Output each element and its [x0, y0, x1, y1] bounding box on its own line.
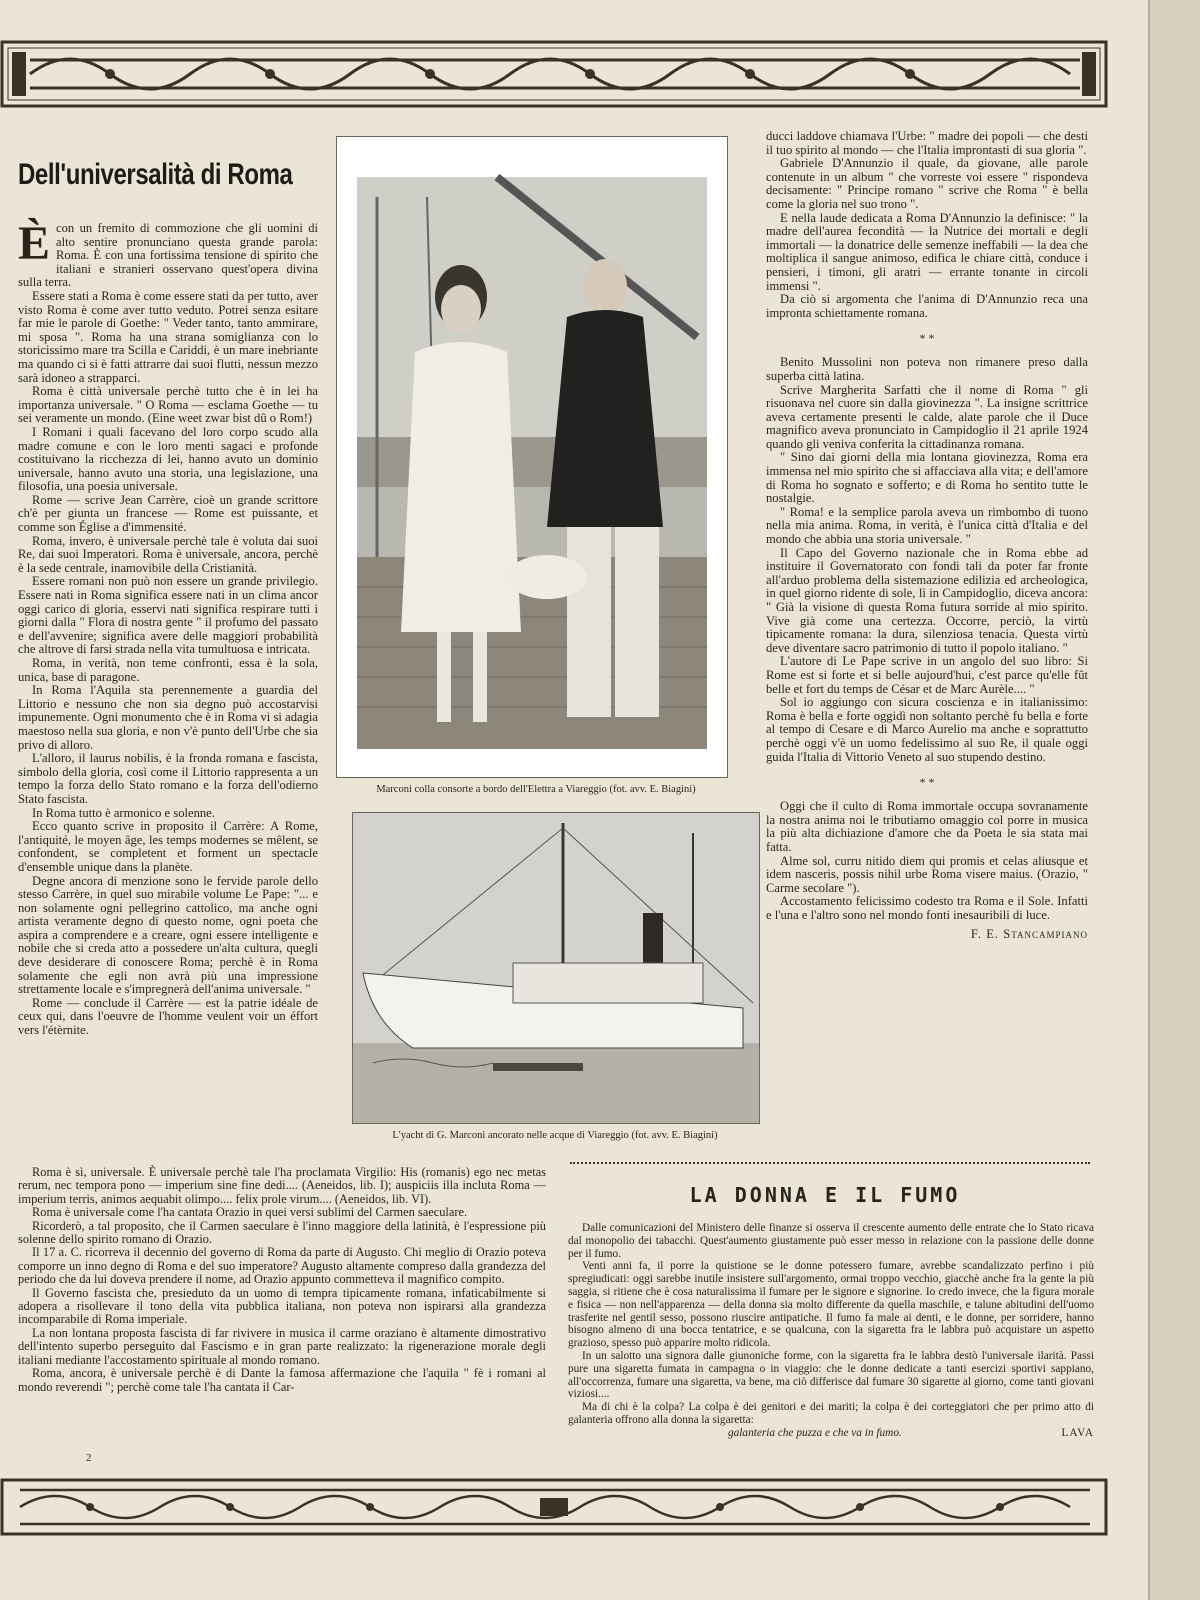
- asterism: * *: [919, 775, 935, 790]
- photo-yacht: [353, 813, 759, 1123]
- paragraph: I Romani i quali facevano del loro corpo scudo alla madre comune e con le loro menti sagaci e profonde costituivano la ricchezza di lei, hanno avuto un dominio universale, hanno avuto una storia, una legislazione, una filosofia, una poesia universale.: [18, 424, 318, 494]
- paragraph: Ecco quanto scrive in proposito il Carrère: A Rome, l'antiquité, le moyen âge, les temps modernes se mêlent, se confondent, se completent et forment un spectacle d'ensemble unique dans la planète.: [18, 819, 318, 874]
- photo-frame-marconi: [336, 136, 728, 778]
- paragraph: Venti anni fa, il porre la quistione se le donne potessero fumare, avrebbe scandalizzato perfino i più spregiudicati: oggi sarebbe inutile insistere sull'argomento, ormai troppo vecchio, giacchè anche fra la gente la più saggia, si ritiene che è cosa naturalissima il fumare per le signore e signorine. Io credo invece, che la figura morale e fisica — non nell'apparenza — della donna sia molto differente da quella maschile, e talune abitudini dell'uomo trasferite nel gentil sesso, possono riuscire antipatiche. Il fumo fa male ai denti, e le donne, per sorridere, hanno bisogno almeno di una bocca tentatrice, e se qualcuna, con la sigaretta fra le labbra può acquistare un aspetto grazioso, spesso può apparire molto ridicola.: [568, 1260, 1094, 1350]
- left-column: [18, 217, 318, 1038]
- paragraph: L'autore di Le Pape scrive in un angolo del suo libro: Si Rome est si forte et si belle aujourd'hui, c'est parce qu'elle fût belle et fort du temps de César et de Marc Aurèle.... ": [766, 654, 1088, 696]
- paragraph: Ma di chi è la colpa? La colpa è dei genitori e dei mariti; la colpa è dei corteggiatori che per primo atto di galanteria offrono alla donna la sigaretta:: [568, 1401, 1094, 1426]
- paragraph: Gabriele D'Annunzio il quale, da giovane, alle parole contenute in un album " che vorreste voi essere " rispondeva decisamente: " Principe romano " scrive che Roma " è bella come la gloria nel suo trono ".: [766, 156, 1088, 211]
- paragraph: " Sino dai giorni della mia lontana giovinezza, Roma era immensa nel mio spirito che si affacciava alla vita; e dell'amore di Roma ho sognato e sofferto; e di Roma ho sentito tutte le nostalgie.: [766, 450, 1088, 506]
- article-signature: F. E. Stancampiano: [970, 927, 1088, 942]
- paragraph: In un salotto una signora dalle giunoniche forme, con la sigaretta fra le labbra destò l'universale ilarità. Passi pure una sigaretta fumata in campagna o in viaggio: che le donne dedicate a tanti esercizi sportivi sappiano, all'occorrenza, fumare una sigaretta, va bene, ma ciò differisce dal fumare 30 sigarette al giorno, come tanti giovani viziosi....: [568, 1349, 1094, 1401]
- paragraph: Scrive Margherita Sarfatti che il nome di Roma " gli risuonava nel cuore sin dalla giovinezza ". La insigne scrittrice aveva certamente presenti le calde, alate parole che il Duce magnifico aveva pronunciato in Campidoglio il 21 aprile 1924 quando gli veniva conferita la cittadinanza romana.: [766, 382, 1088, 451]
- paragraph: Roma, in verità, non teme confronti, essa è la sola, unica, base di paragone.: [18, 656, 318, 684]
- paragraph: Il Capo del Governo nazionale che in Roma ebbe ad instituire il Governatorato con fondi tali da poter far fronte all'arduo problema della sistemazione edilizia ed archeologica, in quel giorno ridente di sole, lì in Campidoglio, diceva ancora: " Già la visione di questa Roma futura sorride al mio spirito. Vive già come una certezza. Occorre, perciò, la virtù tipicamente romana: la dura, silenziosa tenacia. Questa virtù deve diventare sacro patrimonio di tutto il popolo italiano. ": [766, 545, 1088, 655]
- paragraph: Roma, invero, è universale perchè tale è voluta dai suoi Re, dai suoi Imperatori. Roma è universale, ancora, perchè è la sede centrale, inamovibile della Cristianità.: [18, 533, 318, 575]
- article-title: Dell'universalità di Roma: [18, 158, 293, 191]
- paragraph: Essere stati a Roma è come essere stati da per tutto, aver visto Roma è come aver tutto veduto. Potrei senza esitare far mie le parole di Goethe: " Veder tanto, tanto ammirare, mi sposa ". Roma ha una strana somiglianza con lo storicissimo mare tra Scilla e Cariddi, è un mare inebriante ma quando ci si è fatti attrarre dai suoi flutti, nessun mezzo sarà idoneo a strapparci.: [18, 288, 318, 385]
- paragraph: Rome — scrive Jean Carrère, cioè un grande scrittore ch'è per giunta un francese — Rome est puissante, et comme son Église a d'immensité.: [18, 492, 318, 535]
- paragraph: Alme sol, curru nitido diem qui promis et celas aliusque et idem nasceris, possis nihil urbe Roma visere maius. (Orazio, " Carme secolare ").: [766, 853, 1088, 895]
- paragraph: Degne ancora di menzione sono le fervide parole dello stesso Carrère, in quel suo mirabile volume Le Pape: "... e non solamente ogni pellegrino cattolico, ma anche ogni artista veramente degno di questo nome, ogni poeta che aspira a comprendere e a creare, ogni essere intelligente e nobile che si creda atto a possedere un'alta cultura, quegli deve desiderare di conoscere Roma; perchè è in Roma solamente che egli non avrà più una impressione strettamente locale e s'impregnerà dell'anima universale. ": [18, 873, 318, 997]
- paragraph: In Roma l'Aquila sta perennemente a guardia del Littorio e nessuno che non sia degno può accostarvisi impunemente. Ogni monumento che è in Roma vi si adagia maestoso nella sua gloria, e non v'è punto dell'Urbe che sia privo di alloro.: [18, 683, 318, 752]
- donna-closing: galanteria che puzza e che va in fumo.: [728, 1426, 902, 1439]
- paragraph: Accostamento felicissimo codesto tra Roma e il Sole. Infatti e l'una e l'altro sono nel mondo fonti inesauribili di luce.: [766, 894, 1088, 922]
- paragraph: Roma è città universale perchè tutto che è in lei ha importanza universale. " O Roma — esclama Goethe — tu sei veramente un mondo. (Eine weet zwar bist dû o Rom!): [18, 384, 318, 426]
- asterism: * *: [919, 331, 935, 346]
- paragraph: E nella laude dedicata a Roma D'Annunzio la definisce: " la madre dell'aurea fecondità — la Nutrice dei mortali e degli immortali — la donatrice delle semenze ineffabili — la dea che moltiplica il sangue animoso, edifica le chiare città, conduce i pensieri, i timoni, gli aratri — errante tonante in circoli immensi ".: [766, 210, 1088, 293]
- paragraph: Il 17 a. C. ricorreva il decennio del governo di Roma da parte di Augusto. Chi meglio di Orazio poteva comporre un inno degno di Roma e del suo imperatore? Augusto altamente compreso dalla grandezza del periodo che da lui doveva prendere il nome, ad Orazio appunto commetteva il magnifico compito.: [18, 1245, 546, 1287]
- paragraph: ducci laddove chiamava l'Urbe: " madre dei popoli — che desti il tuo spirito al mondo — che l'Italia improntasti di sua gloria ".: [766, 129, 1088, 157]
- photo2-caption: L'yacht di G. Marconi ancorato nelle acque di Viareggio (fot. avv. E. Biagini): [392, 1130, 718, 1141]
- drop-cap: È: [18, 217, 51, 270]
- adjacent-page-edge: [1148, 0, 1200, 1600]
- paragraph: " Roma! e la semplice parola aveva un rimbombo di tuono nella mia anima. Roma, in verità, è l'unica città d'Italia e del mondo che abbia una storia universale. ": [766, 504, 1088, 547]
- paragraph: Da ciò si argomenta che l'anima di D'Annunzio reca una impronta schiettamente romana.: [766, 292, 1088, 320]
- paragraph: Roma, ancora, è universale perchè è di Dante la famosa affermazione che l'aquila " fè i romani al mondo reverendi "; perchè come tale l'ha cantata il Car-: [18, 1366, 546, 1394]
- paragraph: Ricorderò, a tal proposito, che il Carmen saeculare è l'inno maggiore della latinità, è l'espressione più solenne dello spirito romano di Orazio.: [18, 1218, 546, 1247]
- donna-article: [568, 1222, 1094, 1440]
- right-column: [766, 130, 1088, 942]
- page-number: 2: [86, 1452, 92, 1464]
- paragraph: Rome — conclude il Carrère — est la patrie idéale de ceux qui, dans l'oeuvre de l'homme veulent voir un éffort vers l'étèrnite.: [18, 995, 318, 1038]
- bottom-continuation: [18, 1166, 546, 1394]
- photo-marconi-couple: [337, 137, 727, 777]
- photo1-caption: Marconi colla consorte a bordo dell'Elettra a Viareggio (fot. avv. E. Biagini): [376, 784, 696, 795]
- paragraph: La non lontana proposta fascista di far rivivere in musica il carme oraziano è altamente dimostrativo dell'intento superbo perseguito dal Fascismo e in gran parte realizzato: la rigenerazione morale degli italiani mediante l'accostamento spirituale al mondo romano.: [18, 1325, 546, 1367]
- paragraph: Benito Mussolini non poteva non rimanere preso dalla superba città latina.: [766, 355, 1088, 383]
- section-divider: [570, 1162, 1090, 1164]
- paragraph: Roma è universale come l'ha cantata Orazio in quei versi sublimi del Carmen saeculare.: [32, 1205, 468, 1220]
- top-ornamental-border: [0, 38, 1108, 110]
- bottom-ornamental-border: [0, 1476, 1108, 1538]
- paragraph: In Roma tutto è armonico e solenne.: [32, 805, 215, 820]
- paragraph: Oggi che il culto di Roma immortale occupa sovranamente la nostra anima noi le tributiamo omaggio col porre in musica la più alta dichiazione d'amore che da Poeta le sia stata mai fatta.: [766, 799, 1088, 854]
- paragraph: Sol io aggiungo con sicura coscienza e in italianissimo: Roma è bella e forte oggidì non soltanto perchè fu bella e forte al tempo di Cesare e di Marco Aurelio ma anche e soprattutto perchè oggi v'è un uomo fedelissimo al suo Re, il quale oggi guida l'Italia di Vittorio Veneto al suo stupendo destino.: [766, 695, 1088, 764]
- paragraph: Il Governo fascista che, presieduto da un uomo di tempra tipicamente romana, infaticabilmente si adopera a risollevare il tono della vita pubblica italiana, non poteva non ispirarsi alla grandezza incomparabile di Roma imperiale.: [18, 1285, 546, 1327]
- paragraph: con un fremito di commozione che gli uomini di alto sentire pronunciano questa grande parola: Roma. È con una fortissima tensione di spirito che italiani e stranieri osservano quest'opera divina sulla terra.: [18, 221, 318, 290]
- paragraph: Dalle comunicazioni del Ministero delle finanze si osserva il crescente aumento delle entrate che lo Stato ricava dal monopolio dei tabacchi. Quest'aumento giustamente può esser messo in relazione con la passione delle donne per il fumo.: [568, 1222, 1094, 1260]
- donna-title: LA DONNA E IL FUMO: [689, 1183, 961, 1207]
- donna-closing-row: [568, 1427, 1094, 1440]
- paragraph: Essere romani non può non essere un grande privilegio. Essere nati in Roma significa essere nati in un clima ancor oggi carico di gloria, esservi nati significa respirare tutti i giorni dalla " Flora di nostra gente " il profumo del passato e dell'avvenire; significa avere delle maggiori probabilità che altrove di farsi strada nella vita tumultuosa e intricata.: [18, 574, 318, 657]
- paragraph: L'alloro, il laurus nobilis, è la fronda romana e fascista, simbolo della gloria, così come il Littorio rappresenta a un tempo la forza dello Stato romano e la forza dell'odierno Stato fascista.: [18, 751, 318, 806]
- paragraph: Roma è sì, universale. È universale perchè tale l'ha proclamata Virgilio: His (romanis) ego nec metas rerum, nec tempora pono — imperium sine fine dedi.... (Aeneidos, lib. I); auspiciis illa incluta Roma — imperium terris, animos aequabit olimpo.... felix prole virum.... (Aeneidos, lib. VI).: [18, 1165, 546, 1206]
- photo-frame-yacht: [352, 812, 760, 1124]
- donna-signature: LAVA: [1061, 1426, 1094, 1439]
